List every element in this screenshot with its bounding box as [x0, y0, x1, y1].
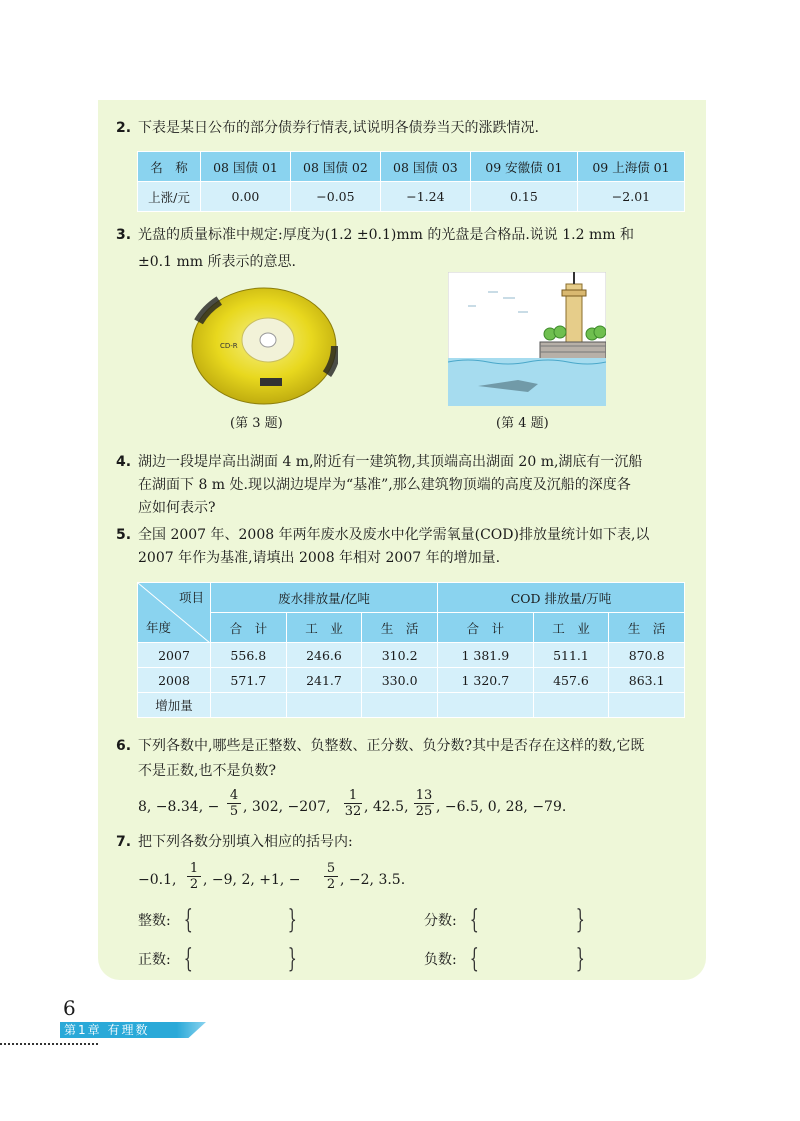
table-cell: 571.7	[211, 668, 287, 693]
q3-line2: ±0.1 mm 所表示的意思.	[138, 254, 296, 270]
table-row	[138, 643, 685, 668]
q3-line1: 光盘的质量标准中规定:厚度为(1.2 ±0.1)mm 的光盘是合格品.说说 1.2 mm 和	[138, 227, 634, 243]
emission-table	[137, 582, 685, 718]
sub-header: 合 计	[211, 613, 287, 643]
q7-fraction-2	[324, 861, 338, 892]
fraction-denominator: 5	[227, 803, 241, 819]
q6-line1: 下列各数中,哪些是正整数、负整数、正分数、负分数?其中是否存在这样的数,它既	[138, 738, 645, 754]
fractions-brace-right: }	[575, 905, 585, 935]
sub-header: 生 活	[609, 613, 685, 643]
table-cell: 870.8	[609, 643, 685, 668]
negatives-brace-right: }	[575, 944, 585, 974]
table-cell: 2007	[138, 643, 211, 668]
q7-seq-a: −0.1,	[138, 872, 177, 888]
table-cell: 511.1	[533, 643, 609, 668]
bond-cell: 0.15	[470, 182, 577, 212]
corner-bottom-label: 年度	[146, 620, 172, 635]
table-row	[138, 668, 685, 693]
sub-header: 合 计	[437, 613, 533, 643]
bond-cell: 0.00	[201, 182, 291, 212]
bond-cell: 上涨/元	[138, 182, 201, 212]
q4-number: 4.	[116, 454, 132, 470]
table-cell: 241.7	[286, 668, 362, 693]
fraction-numerator: 1	[348, 788, 358, 803]
answer-cell[interactable]	[211, 693, 287, 718]
negatives-label: 负数:	[424, 952, 457, 968]
lake-building-illustration	[448, 272, 606, 406]
q7-seq-b: , −9, 2, +1, −	[203, 872, 301, 888]
q6-line2: 不是正数,也不是负数?	[138, 763, 276, 779]
table-cell: 1 320.7	[437, 668, 533, 693]
sub-header: 生 活	[362, 613, 438, 643]
bond-header-cell: 08 国债 01	[201, 152, 291, 182]
q4-line1: 湖边一段堤岸高出湖面 4 m,附近有一建筑物,其顶端高出湖面 20 m,湖底有一沉船	[138, 454, 643, 470]
q4-line3: 应如何表示?	[138, 500, 216, 516]
table-row-increase	[138, 693, 685, 718]
q3-number: 3.	[116, 227, 132, 243]
corner-top-label: 项目	[178, 590, 204, 605]
fraction-numerator: 1	[189, 861, 199, 876]
q6-fraction-1	[227, 788, 241, 819]
q6-seq-b: , 302, −207,	[243, 799, 331, 815]
cd-disc-illustration	[190, 286, 338, 406]
bond-cell: −1.24	[380, 182, 470, 212]
q6-number: 6.	[116, 738, 132, 754]
positives-answer-field[interactable]	[192, 945, 284, 973]
bond-cell: −0.05	[290, 182, 380, 212]
q2-number: 2.	[116, 120, 132, 136]
group-header: 废水排放量/亿吨	[211, 583, 438, 613]
q5-line2: 2007 年作为基准,请填出 2008 年相对 2007 年的增加量.	[138, 550, 501, 566]
corner-cell	[138, 583, 211, 643]
bond-cell: −2.01	[577, 182, 684, 212]
bond-header-cell: 09 上海债 01	[577, 152, 684, 182]
positives-brace-left: {	[183, 944, 193, 974]
q6-fraction-3	[414, 788, 434, 819]
fractions-answer-field[interactable]	[478, 906, 572, 934]
table-cell: 246.6	[286, 643, 362, 668]
fraction-numerator: 13	[415, 788, 433, 803]
fraction-denominator: 25	[415, 804, 433, 819]
bond-header-cell: 08 国债 02	[290, 152, 380, 182]
bond-table	[137, 151, 685, 212]
q4-caption: (第 4 题)	[496, 416, 549, 431]
integers-answer-field[interactable]	[192, 906, 284, 934]
q6-seq-d: , −6.5, 0, 28, −79.	[436, 799, 567, 815]
cd-label: CD-R	[220, 342, 238, 350]
answer-cell[interactable]	[362, 693, 438, 718]
table-cell: 863.1	[609, 668, 685, 693]
q6-seq-a: 8, −8.34, −	[138, 799, 220, 815]
q4-line2: 在湖面下 8 m 处.现以湖边堤岸为“基准”,那么建筑物顶端的高度及沉船的深度各	[138, 477, 631, 493]
table-cell: 457.6	[533, 668, 609, 693]
table-cell: 2008	[138, 668, 211, 693]
bond-header-cell: 08 国债 03	[380, 152, 470, 182]
table-cell: 556.8	[211, 643, 287, 668]
answer-cell[interactable]	[533, 693, 609, 718]
page-number: 6	[63, 996, 76, 1020]
q7-fraction-1	[187, 861, 201, 892]
chapter-title: 第1章 有理数	[64, 1023, 150, 1037]
table-cell: 330.0	[362, 668, 438, 693]
footer-dotted-line	[0, 1043, 98, 1045]
answer-cell[interactable]	[286, 693, 362, 718]
sub-header: 工 业	[533, 613, 609, 643]
q5-line1: 全国 2007 年、2008 年两年废水及废水中化学需氧量(COD)排放量统计如下表,以	[138, 527, 650, 543]
table-cell: 增加量	[138, 693, 211, 718]
table-cell: 1 381.9	[437, 643, 533, 668]
fraction-numerator: 4	[229, 788, 239, 803]
q3-caption: (第 3 题)	[230, 416, 283, 431]
answer-cell[interactable]	[609, 693, 685, 718]
q6-seq-c: , 42.5,	[364, 799, 409, 815]
bond-table-row	[138, 182, 685, 212]
fraction-denominator: 2	[187, 876, 201, 892]
q7-seq-c: , −2, 3.5.	[340, 872, 406, 888]
sub-header: 工 业	[286, 613, 362, 643]
q7-number: 7.	[116, 834, 132, 850]
q2-text: 下表是某日公布的部分债券行情表,试说明各债券当天的涨跌情况.	[138, 120, 539, 136]
bond-header-cell: 名 称	[138, 152, 201, 182]
negatives-answer-field[interactable]	[478, 945, 572, 973]
answer-cell[interactable]	[437, 693, 533, 718]
table-cell: 310.2	[362, 643, 438, 668]
group-header: COD 排放量/万吨	[437, 583, 684, 613]
fractions-label: 分数:	[424, 913, 457, 929]
fractions-brace-left: {	[469, 905, 479, 935]
integers-brace-right: }	[287, 905, 297, 935]
bond-table-header	[138, 152, 685, 182]
q6-fraction-2	[344, 788, 362, 819]
fraction-denominator: 2	[324, 876, 338, 892]
integers-brace-left: {	[183, 905, 193, 935]
fraction-numerator: 5	[326, 861, 336, 876]
negatives-brace-left: {	[469, 944, 479, 974]
bond-header-cell: 09 安徽债 01	[470, 152, 577, 182]
positives-brace-right: }	[287, 944, 297, 974]
positives-label: 正数:	[138, 952, 171, 968]
fraction-denominator: 32	[344, 804, 362, 819]
integers-label: 整数:	[138, 913, 171, 929]
q7-text: 把下列各数分别填入相应的括号内:	[138, 834, 353, 850]
q5-number: 5.	[116, 527, 132, 543]
